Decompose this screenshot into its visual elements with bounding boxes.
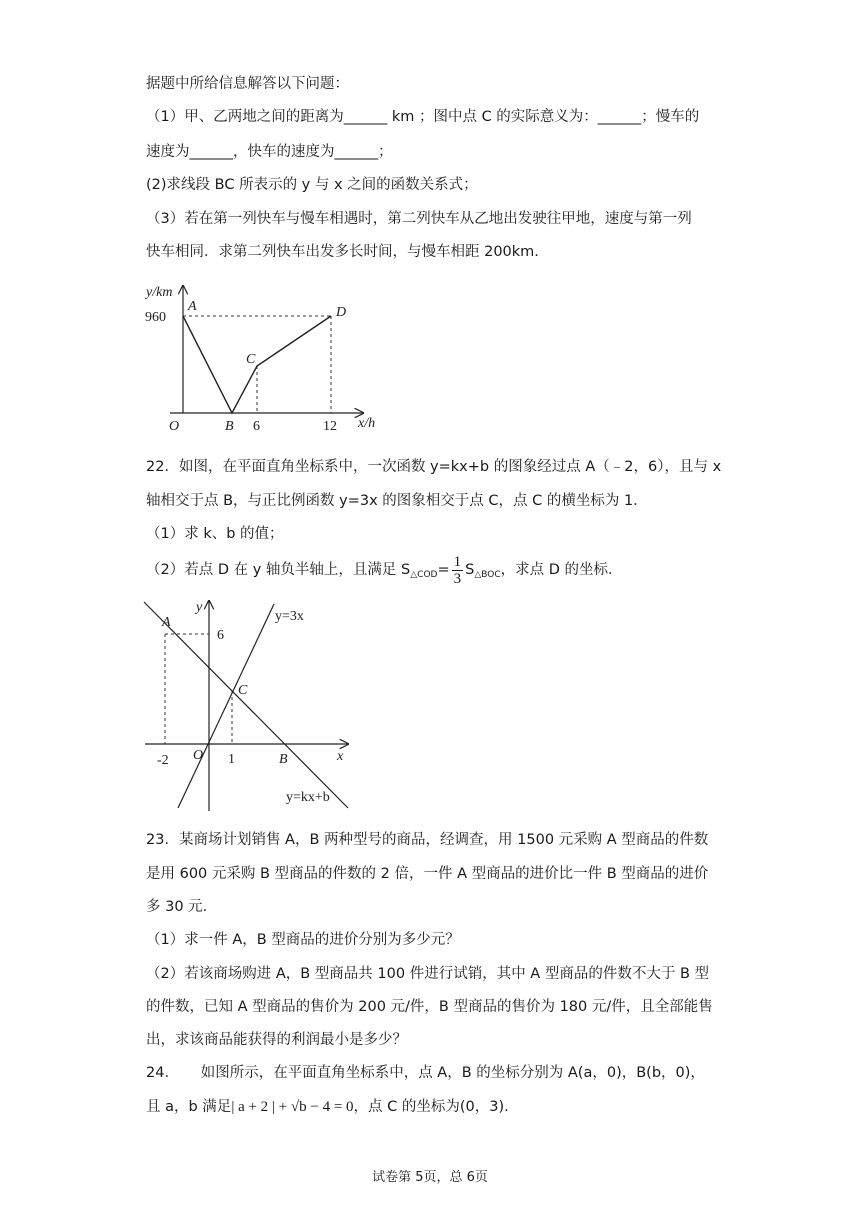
point-B-label: B xyxy=(225,419,234,434)
q21-part1-line1: （1）甲、乙两地之间的距离为______ km ；图中点 C 的实际意义为：______；慢车的 xyxy=(146,109,700,125)
point-C-label: C xyxy=(238,683,248,698)
q21-part1-line2: 速度为______，快车的速度为______； xyxy=(146,144,393,160)
q22-part2-sub1: △COD xyxy=(410,570,438,580)
q22-line2: 轴相交于点 B，与正比例函数 y=3x 的图象相交于点 C，点 C 的横坐标为 1． xyxy=(146,493,648,509)
fraction-denominator: 3 xyxy=(453,570,462,587)
q24-condition-formula: | a + 2 | + √b − 4 = 0 xyxy=(231,1099,354,1115)
fraction-numerator: 1 xyxy=(453,553,462,570)
q24-line2-text-a: 且 a，b 满足 xyxy=(146,1099,232,1115)
q21-intro: 据题中所给信息解答以下问题： xyxy=(146,76,349,92)
q24-line2 xyxy=(146,1097,509,1117)
q22-part2-text-a: （2）若点 D 在 y 轴负半轴上，且满足 S xyxy=(146,562,411,578)
q23-part2-line3: 出，求该商品能获得的利润最小是多少？ xyxy=(146,1032,407,1048)
x-tick-12: 12 xyxy=(323,419,337,434)
distance-time-graph xyxy=(140,278,390,438)
point-D-label: D xyxy=(336,305,347,320)
point-A-label: A xyxy=(188,299,197,314)
q23-line1: 23．某商场计划销售 A，B 两种型号的商品，经调查，用 1500 元采购 A 型商品的件数 xyxy=(146,832,709,848)
q22-part2-eq: = xyxy=(437,562,450,578)
q22-part1: （1）求 k、b 的值； xyxy=(146,526,284,542)
point-B-label: B xyxy=(279,752,288,767)
y-tick-960: 960 xyxy=(145,310,166,325)
page-footer: 试卷第 5页，总 6页 xyxy=(372,1170,488,1185)
q24-line2-text-b: ，点 C 的坐标为(0，3). xyxy=(353,1099,509,1115)
tick-neg2: -2 xyxy=(157,753,169,768)
line-y-3x xyxy=(178,604,274,808)
q23-line2: 是用 600 元采购 B 型商品的件数的 2 倍，一件 A 型商品的进价比一件 B 型商品的进价 xyxy=(146,866,709,882)
q23-part2-line2: 的件数，已知 A 型商品的售价为 200 元/件，B 型商品的售价为 180 元/件，且全部能售 xyxy=(146,999,713,1015)
q22-part2 xyxy=(146,552,623,593)
line-y-kx-b-label: y=kx+b xyxy=(286,790,330,805)
x-axis-label: x xyxy=(337,749,344,764)
point-C-label: C xyxy=(246,352,256,367)
x-tick-6: 6 xyxy=(253,419,260,434)
q23-part1: （1）求一件 A，B 型商品的进价分别为多少元？ xyxy=(146,932,460,948)
q22-part2-s2: S xyxy=(465,562,475,578)
origin-label: O xyxy=(169,419,180,434)
q22-part2-sub2: △BOC xyxy=(474,570,501,580)
line-y-kx-b xyxy=(144,602,348,808)
linear-functions-graph xyxy=(140,596,365,816)
q23-line3: 多 30 元． xyxy=(146,899,218,915)
tick-6: 6 xyxy=(217,628,224,643)
q21-part2: (2)求线段 BC 所表示的 y 与 x 之间的函数关系式； xyxy=(146,177,478,193)
q22-line1: 22．如图，在平面直角坐标系中，一次函数 y=kx+b 的图象经过点 A（﹣2，6），且与 x xyxy=(146,459,722,475)
q21-part3-line1: （3）若在第一列快车与慢车相遇时，第二列快车从乙地出发驶往甲地，速度与第一列 xyxy=(146,211,692,227)
q24-line1: 24． 如图所示，在平面直角坐标系中，点 A，B 的坐标分别为 A(a，0)，B(b，0)， xyxy=(146,1065,705,1081)
line-y-3x-label: y=3x xyxy=(275,609,304,624)
x-axis-label: x/h xyxy=(358,416,376,431)
origin-label: O xyxy=(193,748,204,763)
q21-part3-line2: 快车相同．求第二列快车出发多长时间，与慢车相距 200km. xyxy=(146,244,539,260)
q22-part2-text-b: ，求点 D 的坐标． xyxy=(500,562,623,578)
y-axis-label: y xyxy=(196,600,203,615)
q23-part2-line1: （2）若该商场购进 A，B 型商品共 100 件进行试销，其中 A 型商品的件数不大于 B 型 xyxy=(146,966,710,982)
tick-1: 1 xyxy=(228,752,235,767)
point-A-label: A xyxy=(162,615,171,630)
one-third-fraction xyxy=(452,554,464,587)
y-axis-label: y/km xyxy=(146,285,173,300)
